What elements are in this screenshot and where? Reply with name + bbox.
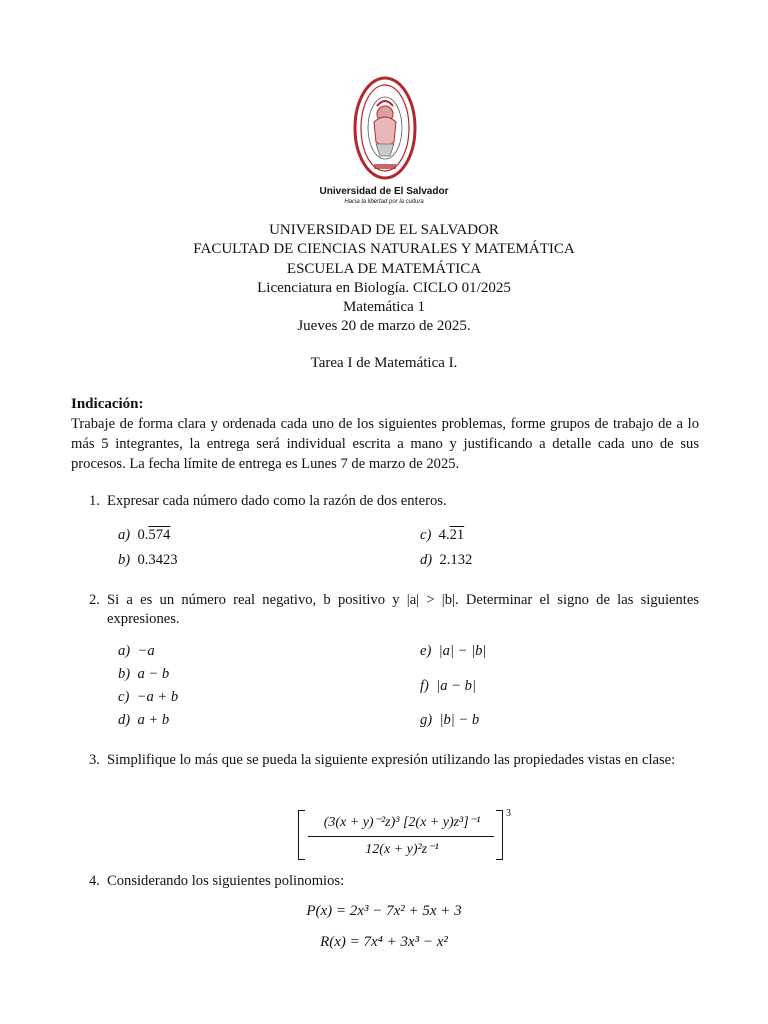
problem-2-item-c — [118, 689, 178, 706]
fraction-bar — [308, 836, 494, 837]
problem-1-item-c — [420, 527, 464, 544]
right-bracket — [496, 810, 503, 860]
item-repeating: 21 — [449, 527, 465, 543]
item-label: f) — [420, 678, 429, 694]
item-label: b) — [118, 552, 131, 568]
item-expr: |a − b| — [436, 678, 476, 694]
polynomial-p: P(x) = 2x³ − 7x² + 5x + 3 — [306, 903, 462, 919]
logo-motto: Hacia la libertad por la cultura — [344, 199, 424, 205]
item-label: b) — [118, 666, 131, 682]
problem-2 — [89, 591, 699, 629]
item-value: 4. — [438, 527, 450, 543]
item-label: g) — [420, 712, 433, 728]
item-expr: a − b — [137, 666, 170, 682]
problem-number: 1. — [89, 493, 100, 509]
problem-3-expression — [296, 808, 516, 860]
problem-1-item-d — [420, 552, 472, 569]
item-label: c) — [420, 527, 432, 543]
header-date: Jueves 20 de marzo de 2025. — [297, 318, 471, 335]
outer-exponent: 3 — [506, 808, 511, 819]
item-expr: −a — [137, 643, 155, 659]
problem-1 — [89, 492, 699, 511]
item-expr: |b| − b — [439, 712, 480, 728]
instructions-text: Trabaje de forma clara y ordenada cada uno de los siguientes problemas, forme grupos de trabajo de a lo más 5 integrantes, la entrega será individual escrita a mano y justificando a detalle cada uno de sus procesos. La fecha límite de entrega es Lunes 7 de marzo de 2025. — [71, 416, 699, 472]
assignment-title: Tarea I de Matemática I. — [310, 355, 458, 371]
problem-2-item-g — [420, 712, 479, 729]
item-expr: |a| − |b| — [438, 643, 487, 659]
problem-number: 4. — [89, 873, 100, 889]
header-course: Matemática 1 — [342, 299, 426, 316]
logo-university-name: Universidad de El Salvador — [319, 186, 449, 197]
problem-text: Simplifique lo más que se pueda la siguiente expresión utilizando las propiedades vistas en clase: — [107, 752, 676, 768]
header-faculty: FACULTAD DE CIENCIAS NATURALES Y MATEMÁTICA — [193, 241, 575, 258]
item-expr: −a + b — [136, 689, 179, 705]
item-expr: a + b — [137, 712, 170, 728]
item-value: 0. — [137, 527, 149, 543]
header-school: ESCUELA DE MATEMÁTICA — [286, 260, 482, 277]
problem-number: 2. — [89, 592, 100, 608]
polynomial-r: R(x) = 7x⁴ + 3x³ − x² — [320, 934, 448, 950]
problem-2-item-b — [118, 666, 169, 683]
header-program: Licenciatura en Biología. CICLO 01/2025 — [257, 279, 511, 296]
problem-3 — [89, 751, 699, 770]
problem-1-item-a — [118, 527, 170, 544]
item-label: a) — [118, 527, 131, 543]
instructions-title: Indicación: — [71, 396, 144, 412]
problem-2-item-d — [118, 712, 169, 729]
item-label: d) — [118, 712, 131, 728]
problem-text: Si a es un número real negativo, b positivo y |a| > |b|. Determinar el signo de las siguientes expresiones. — [107, 592, 699, 627]
problem-1-item-b — [118, 552, 178, 569]
problem-2-item-e — [420, 643, 486, 660]
fraction-denominator: 12(x + y)²z⁻¹ — [365, 842, 439, 857]
problem-2-item-f — [420, 678, 476, 695]
item-label: d) — [420, 552, 433, 568]
document-header — [0, 221, 768, 337]
problem-text: Expresar cada número dado como la razón de dos enteros. — [107, 493, 447, 509]
problem-4 — [89, 872, 699, 891]
item-label: c) — [118, 689, 130, 705]
fraction-numerator: (3(x + y)⁻²z)³ [2(x + y)z³]⁻¹ — [323, 815, 481, 830]
header-university: UNIVERSIDAD DE EL SALVADOR — [269, 222, 499, 238]
item-label: a) — [118, 643, 131, 659]
problem-number: 3. — [89, 752, 100, 768]
item-value: 0.3423 — [137, 552, 178, 568]
problem-text: Considerando los siguientes polinomios: — [107, 873, 345, 889]
item-value: 2.132 — [439, 552, 473, 568]
left-bracket — [298, 810, 305, 860]
item-repeating: 574 — [148, 527, 171, 543]
item-label: e) — [420, 643, 432, 659]
problem-2-item-a — [118, 643, 155, 660]
